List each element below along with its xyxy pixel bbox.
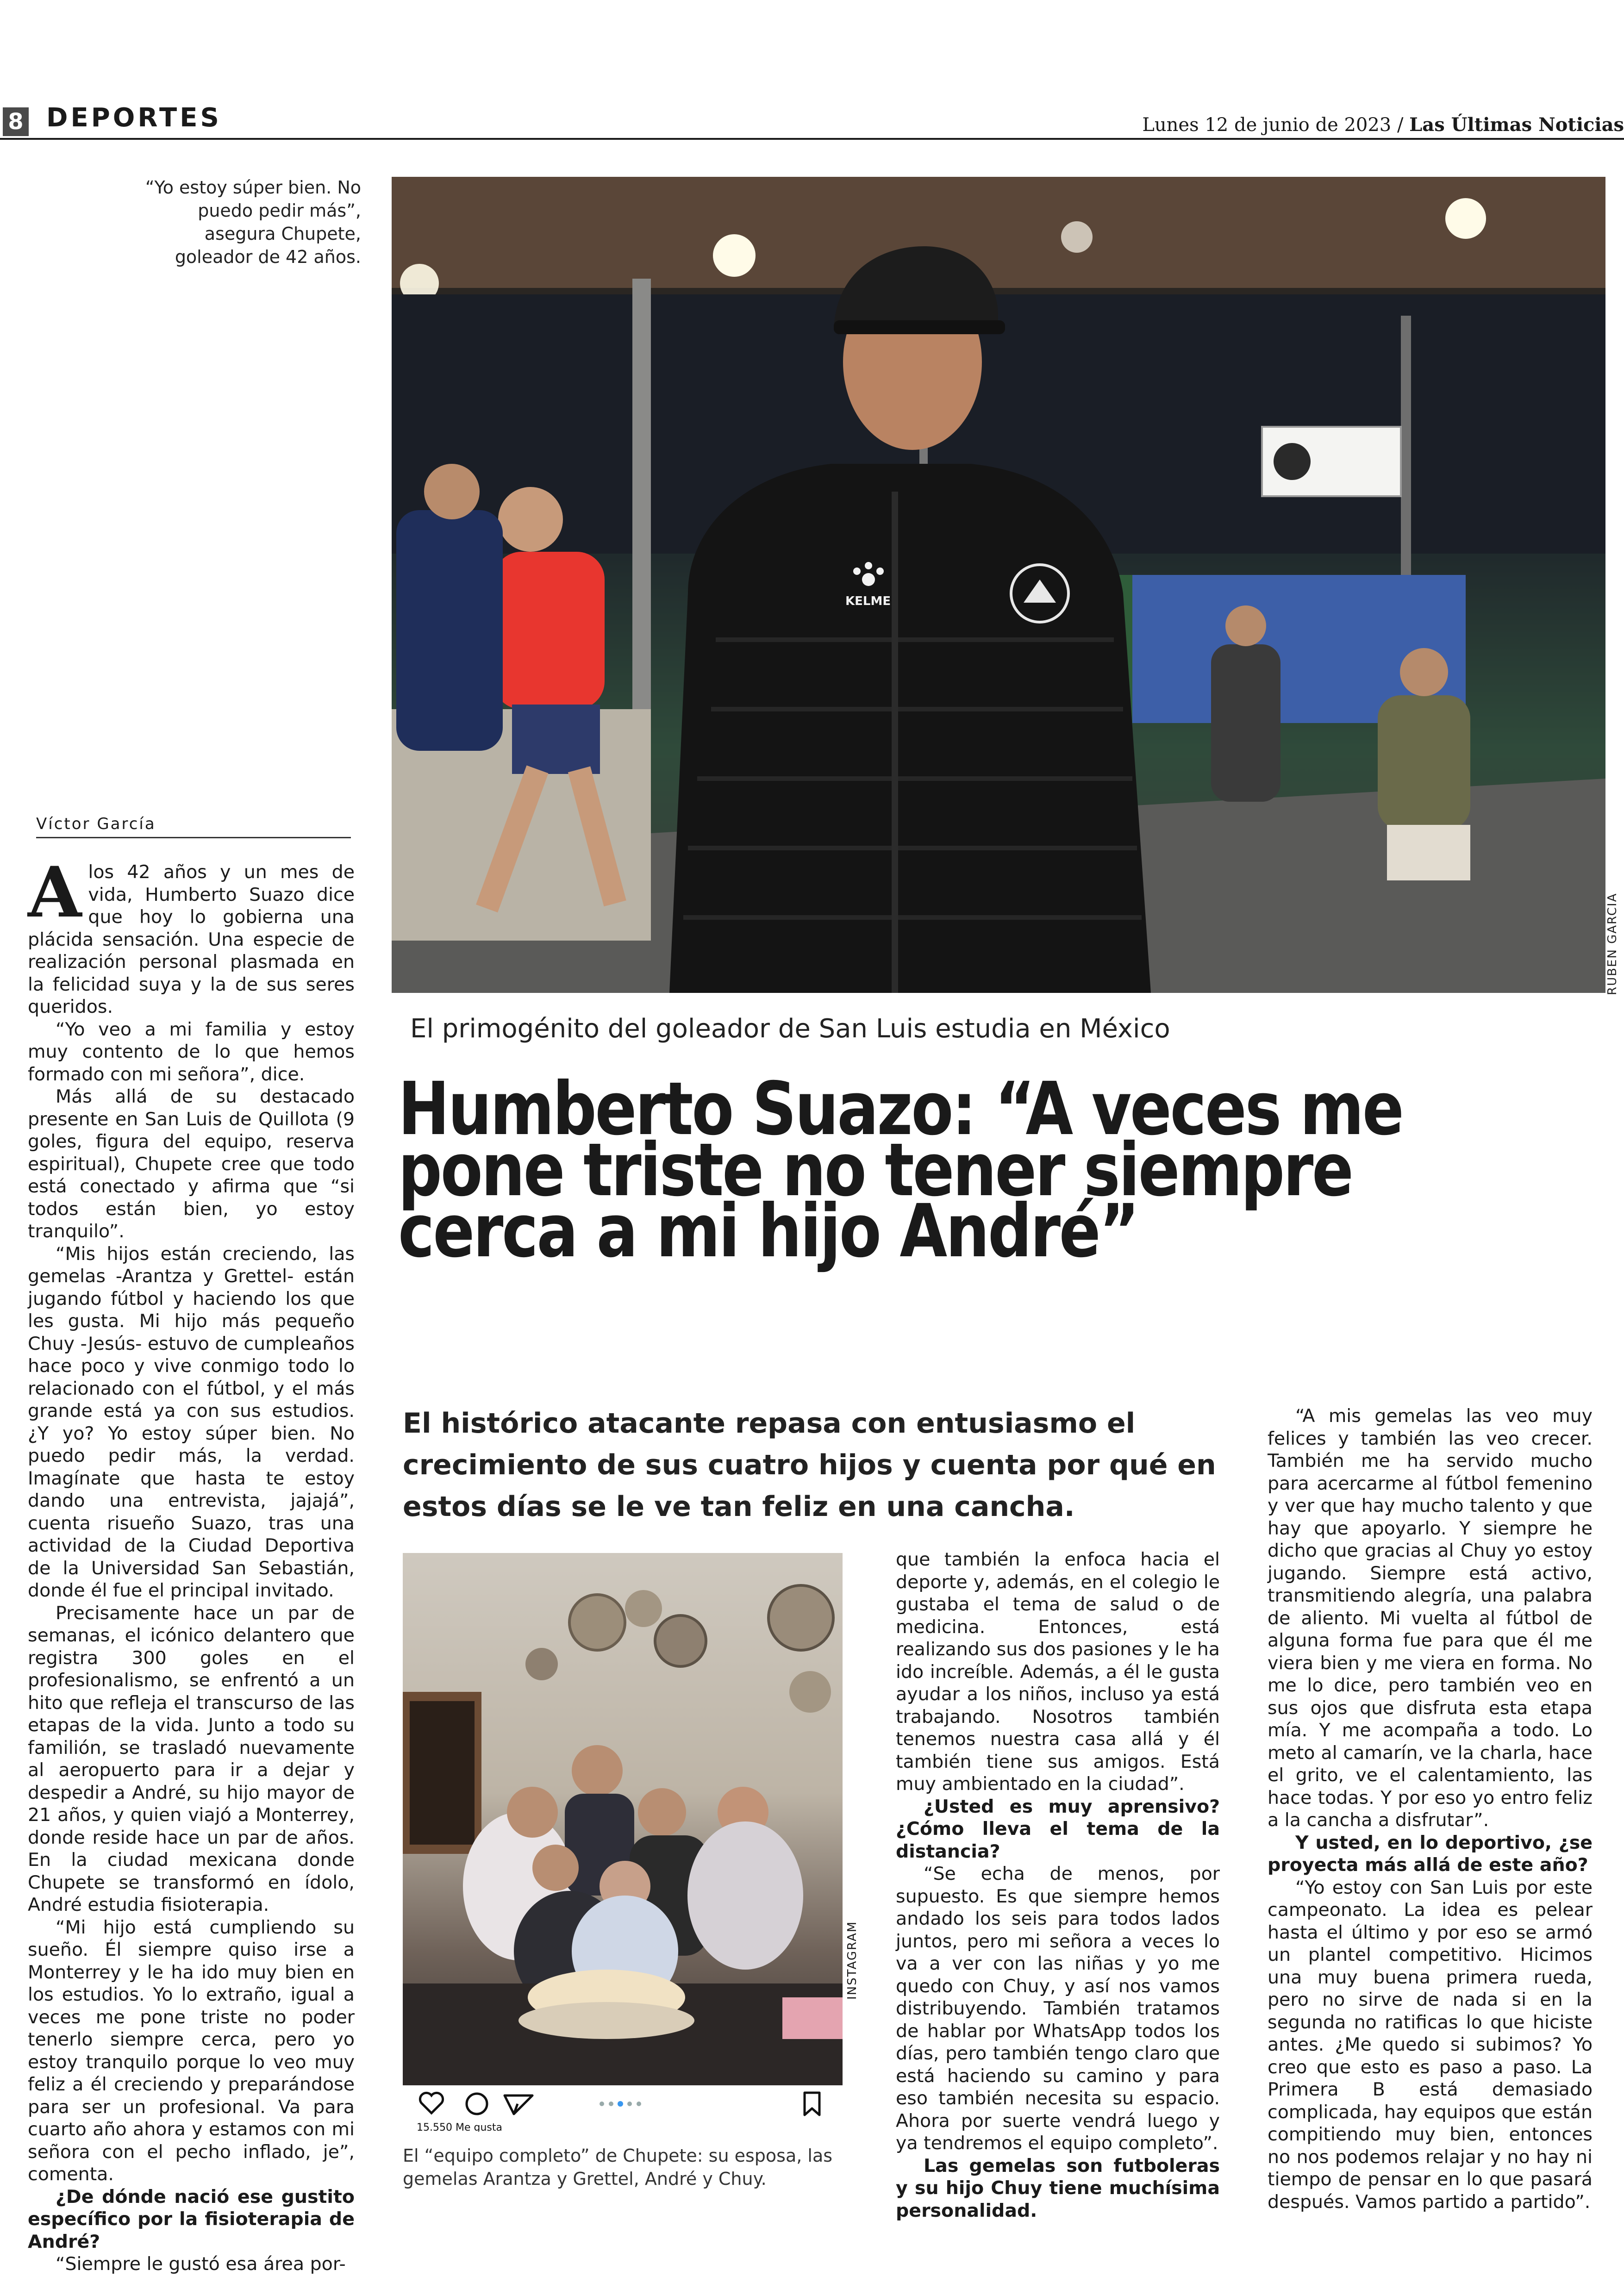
family-photo [403,1553,843,2085]
main-photo [392,177,1605,993]
share-icon[interactable] [505,2095,532,2114]
carousel-dot [609,2102,613,2106]
main-photo-illustration [392,177,1605,993]
photo-credit: RUBEN GARCIA [1605,892,1619,995]
instagram-embed [403,1553,843,2132]
headline-line-3: cerca a mi hijo André” [398,1189,1138,1274]
header-rule [0,138,1624,140]
heart-icon[interactable] [420,2093,443,2113]
paragraph: Más allá de su destacado presente en San Luis de Quillota (9 goles, figura del equipo, reserva espiritual), Chupete cree que todo está conectado y afirma que “si todos están bien, yo estoy tranquilo”. [28,1086,355,1242]
paragraph: “Mi hijo está cumpliendo su sueño. Él siempre quiso irse a Monterrey y le ha ido muy bien en los estudios. Yo lo extraño, igual a veces me pone triste no poder tenerlo siempre cerca, pero yo estoy tranquilo porque lo veo muy feliz a él creciendo y preparándose para ser un profesional. Va para cuarto año ahora y estamos con mi señora con el pecho inflado, je”, comenta. [28,1916,355,2185]
headline [398,1066,1417,1274]
body-column-1 [28,852,355,2276]
carousel-dot [627,2102,632,2106]
newspaper-name: Las Últimas Noticias [1409,114,1624,136]
paragraph: que también la enfoca hacia el deporte y, además, en el colegio le gustaba el tema de salud o de medicina. Entonces, está realizando sus dos pasiones y le ha ido increíble. Además, a él le gusta ayudar a los niños, incluso ya está trabajando. Nosotros también tenemos nuestra casa allá y él también tiene sus amigos. Está muy ambientado en la ciudad”. [896,1549,1220,1795]
paragraph: “Yo veo a mi familia y estoy muy contento de lo que hemos formado con mi señora”, dice. [28,1018,355,1085]
paragraph: “Se echa de menos, por supuesto. Es que siempre hemos andado los seis para todos lados juntos, pero mi señora a veces lo va a ver con las niñas y yo me quedo con Chuy, y así nos vamos distribuyendo. También tratamos de hablar por WhatsApp todos los días, pero también tengo claro que está haciendo su camino y para eso también necesita su espacio. Ahora por suerte vendrá luego y ya tendremos el equipo completo”. [896,1863,1220,2154]
byline: Víctor García [36,815,351,838]
family-photo-caption: El “equipo completo” de Chupete: su esposa, las gemelas Arantza y Grettel, André y Chuy. [403,2145,833,2189]
body-column-4 [1268,1405,1593,2213]
interview-question: Las gemelas son futboleras y su hijo Chuy tiene muchísima personalidad. [896,2155,1220,2221]
family-photo-illustration [403,1553,843,2085]
interview-question: Y usted, en lo deportivo, ¿se proyecta más allá de este año? [1268,1832,1593,1876]
jacket-brand-text: KELME [845,594,891,608]
interview-question: ¿De dónde nació ese gustito específico por la fisioterapia de André? [28,2186,355,2252]
paragraph: “A mis gemelas las veo muy felices y también las veo crecer. También me ha servido mucho para acercarme al fútbol femenino y ver que hay mucho talento y que hay que apoyarlo. Y siempre he dicho que gracias al Chuy yo estoy jugando. Siempre está activo, transmitiendo alegría, una palabra de aliento. Mi vuelta al fútbol de alguna forma fue para que él me viera bien y me viera en forma. No me lo dice, pero también veo en sus ojos que disfruta esta etapa mía. Y me acompaña a todo. Lo meto al camarín, ve la charla, hace el grito, ve el calentamiento, las hace todas. Y por eso yo entro feliz a la cancha a disfrutar”. [1268,1405,1593,1831]
carousel-dot [600,2102,604,2106]
instagram-action-bar [403,2085,843,2132]
deck: El histórico atacante repasa con entusiasmo el crecimiento de sus cuatro hijos y cuenta por qué en estos días se le ve tan feliz en una cancha. [403,1407,1216,1523]
dropcap: A [28,852,82,933]
comment-icon[interactable] [467,2094,487,2114]
interview-question: ¿Usted es muy aprensivo? ¿Cómo lleva el tema de la distancia? [896,1796,1220,1862]
paragraph: Precisamente hace un par de semanas, el icónico delantero que registra 300 goles en el profesionalismo, se enfrentó a un hito que refleja el transcurso de las etapas de la vida. Junto a todo su familión, se trasladó nuevamente al aeropuerto para ir a dejar y despedir a André, su hijo mayor de 21 años, y quien viajó a Monterrey, donde reside hace un par de años. En la ciudad mexicana donde Chupete se transformó en ídolo, André estudia fisioterapia. [28,1602,355,1915]
headline-line-2: pone triste no tener siempre [398,1128,1352,1213]
carousel-dot [637,2102,641,2106]
page-number: 8 [3,107,29,136]
carousel-dot-active [618,2101,623,2107]
paragraph: “Yo estoy con San Luis por este campeonato. La idea es pelear hasta el último y por eso se armó un plantel competitivo. Hicimos una muy buena primera rueda, pero no sirve de nada si en la segunda no ratificas lo que hiciste antes. ¿Me quedo si subimos? Yo creo que esto es paso a paso. La Primera B está demasiado complicada, hay equipos que están compitiendo muy bien, entonces no nos podemos relajar y no hay ni tiempo de pensar en lo que pasará después. Vamos partido a partido”. [1268,1877,1593,2213]
dateline [1142,114,1624,136]
paragraph: “Mis hijos están creciendo, las gemelas -Arantza y Grettel- están jugando fútbol y haciendo los que les gusta. Mi hijo más pequeño Chuy -Jesús- estuvo de cumpleaños hace poco y vive conmigo todo lo relacionado con el fútbol, y el más grande está ya con sus estudios. ¿Y yo? Yo estoy súper bien. No puedo pedir más, la verdad. Imagínate que hasta te estoy dando una entrevista, jajajá”, cuenta risueño Suazo, tras una actividad de la Ciudad Deportiva de la Universidad San Sebastián, donde él fue el principal invitado. [28,1243,355,1601]
date: Lunes 12 de junio de 2023 / [1142,114,1404,136]
section-title: DEPORTES [46,103,222,133]
photo-caption-top: “Yo estoy súper bien. No puedo pedir más”, asegura Chupete, goleador de 42 años. [145,177,361,267]
body-column-3 [896,1548,1220,2222]
paragraph: los 42 años y un mes de vida, Humberto Suazo dice que hoy lo gobierna una plácida sensación. Una especie de realización personal plasmada en la felicidad suya y la de sus seres queridos. [28,861,355,1017]
likes-count: 15.550 Me gusta [417,2122,502,2132]
headline-line-1: Humberto Suazo: “A veces me [398,1066,1403,1152]
paragraph: “Siempre le gustó esa área por- [56,2253,346,2275]
instagram-credit: INSTAGRAM [845,1921,859,2000]
kicker: El primogénito del goleador de San Luis estudia en México [410,1014,1170,1044]
bookmark-icon[interactable] [805,2093,819,2115]
